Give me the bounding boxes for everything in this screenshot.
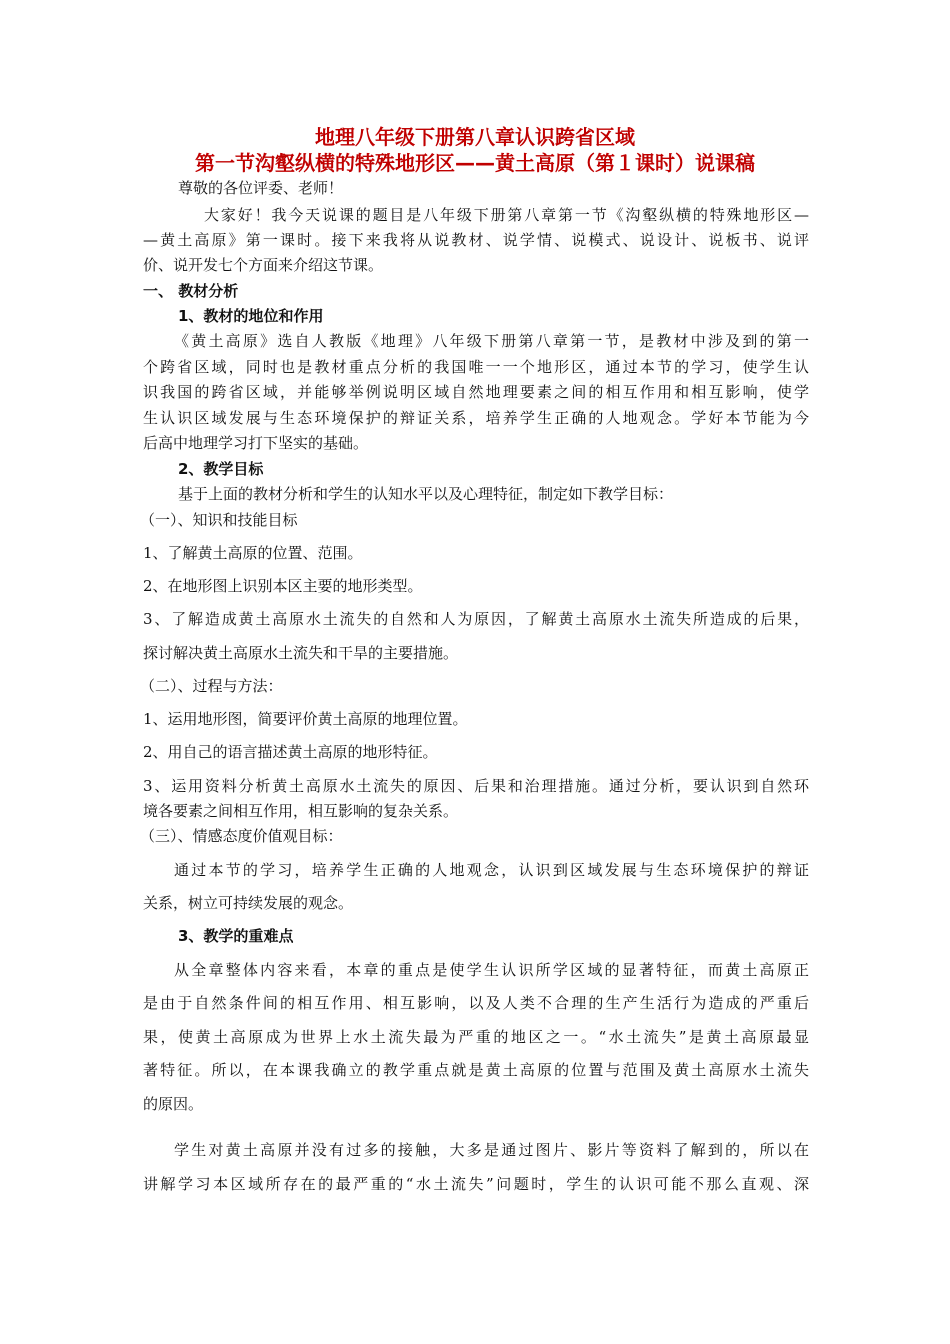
paragraph-line: 个跨省区域，同时也是教材重点分析的我国唯一一个地形区，通过本节的学习，使学生认 xyxy=(143,358,809,376)
paragraph-line: 后高中地理学习打下坚实的基础。 xyxy=(143,434,369,452)
paragraph-line: 讲解学习本区域所存在的最严重的“水土流失”问题时，学生的认识可能不那么直观、深 xyxy=(143,1175,809,1193)
subsection-heading: 3、教学的重难点 xyxy=(178,927,294,945)
paragraph-line: 学生对黄土高原并没有过多的接触，大多是通过图片、影片等资料了解到的，所以在 xyxy=(174,1141,809,1159)
paragraph-line: 识我国的跨省区域，并能够举例说明区域自然地理要素之间的相互作用和相互影响，使学 xyxy=(143,383,809,401)
paragraph-line: 生认识区域发展与生态环境保护的辩证关系，培养学生正确的人地观念。学好本节能为今 xyxy=(143,409,809,427)
subsection-heading: 2、教学目标 xyxy=(178,460,264,478)
list-item: 3、了解造成黄土高原水土流失的自然和人为原因，了解黄土高原水土流失所造成的后果， xyxy=(143,610,809,628)
intro-line: 价、说开发七个方面来介绍这节课。 xyxy=(143,256,384,274)
paragraph-line: 从全章整体内容来看，本章的重点是使学生认识所学区域的显著特征，而黄土高原正 xyxy=(174,961,809,979)
list-item: 3、运用资料分析黄土高原水土流失的原因、后果和治理措施。通过分析，要认识到自然环 xyxy=(143,777,809,795)
list-item: 2、在地形图上识别本区主要的地形类型。 xyxy=(143,577,423,595)
section-heading: 一、 教材分析 xyxy=(143,282,239,300)
list-item: 1、运用地形图，简要评价黄土高原的地理位置。 xyxy=(143,710,468,728)
paragraph-line: 关系，树立可持续发展的观念。 xyxy=(143,894,354,912)
paragraph-line: 著特征。所以，在本课我确立的教学重点就是黄土高原的位置与范围及黄土高原水土流失 xyxy=(143,1061,809,1079)
paragraph-line: 《黄土高原》选自人教版《地理》八年级下册第八章第一节，是教材中涉及到的第一 xyxy=(174,332,809,350)
subsection-heading: 1、教材的地位和作用 xyxy=(178,307,324,325)
paragraph-line: 果，使黄土高原成为世界上水土流失最为严重的地区之一。“水土流失”是黄土高原最显 xyxy=(143,1028,809,1046)
paragraph-line: 的原因。 xyxy=(143,1095,204,1113)
goal-heading: （三）、情感态度价值观目标： xyxy=(140,827,343,845)
intro-line: 大家好！我今天说课的题目是八年级下册第八章第一节《沟壑纵横的特殊地形区— xyxy=(204,206,809,224)
paragraph-line: 基于上面的教材分析和学生的认知水平以及心理特征，制定如下教学目标： xyxy=(178,485,674,503)
list-item: 2、用自己的语言描述黄土高原的地形特征。 xyxy=(143,743,438,761)
list-item: 探讨解决黄土高原水土流失和干旱的主要措施。 xyxy=(143,644,459,662)
goal-heading: （一）、知识和技能目标 xyxy=(140,511,298,529)
document-title-line1: 地理八年级下册第八章认识跨省区域 xyxy=(315,125,635,149)
document-title-line2: 第一节沟壑纵横的特殊地形区——黄土高原（第１课时）说课稿 xyxy=(195,151,755,175)
paragraph-line: 是由于自然条件间的相互作用、相互影响，以及人类不合理的生产生活行为造成的严重后 xyxy=(143,994,809,1012)
intro-line: —黄土高原》第一课时。接下来我将从说教材、说学情、说模式、说设计、说板书、说评 xyxy=(143,231,809,249)
list-item: 境各要素之间相互作用，相互影响的复杂关系。 xyxy=(143,802,459,820)
paragraph-line: 通过本节的学习，培养学生正确的人地观念，认识到区域发展与生态环境保护的辩证 xyxy=(174,861,809,879)
list-item: 1、了解黄土高原的位置、范围。 xyxy=(143,544,363,562)
goal-heading: （二）、过程与方法： xyxy=(140,677,283,695)
greeting: 尊敬的各位评委、老师！ xyxy=(178,179,344,197)
